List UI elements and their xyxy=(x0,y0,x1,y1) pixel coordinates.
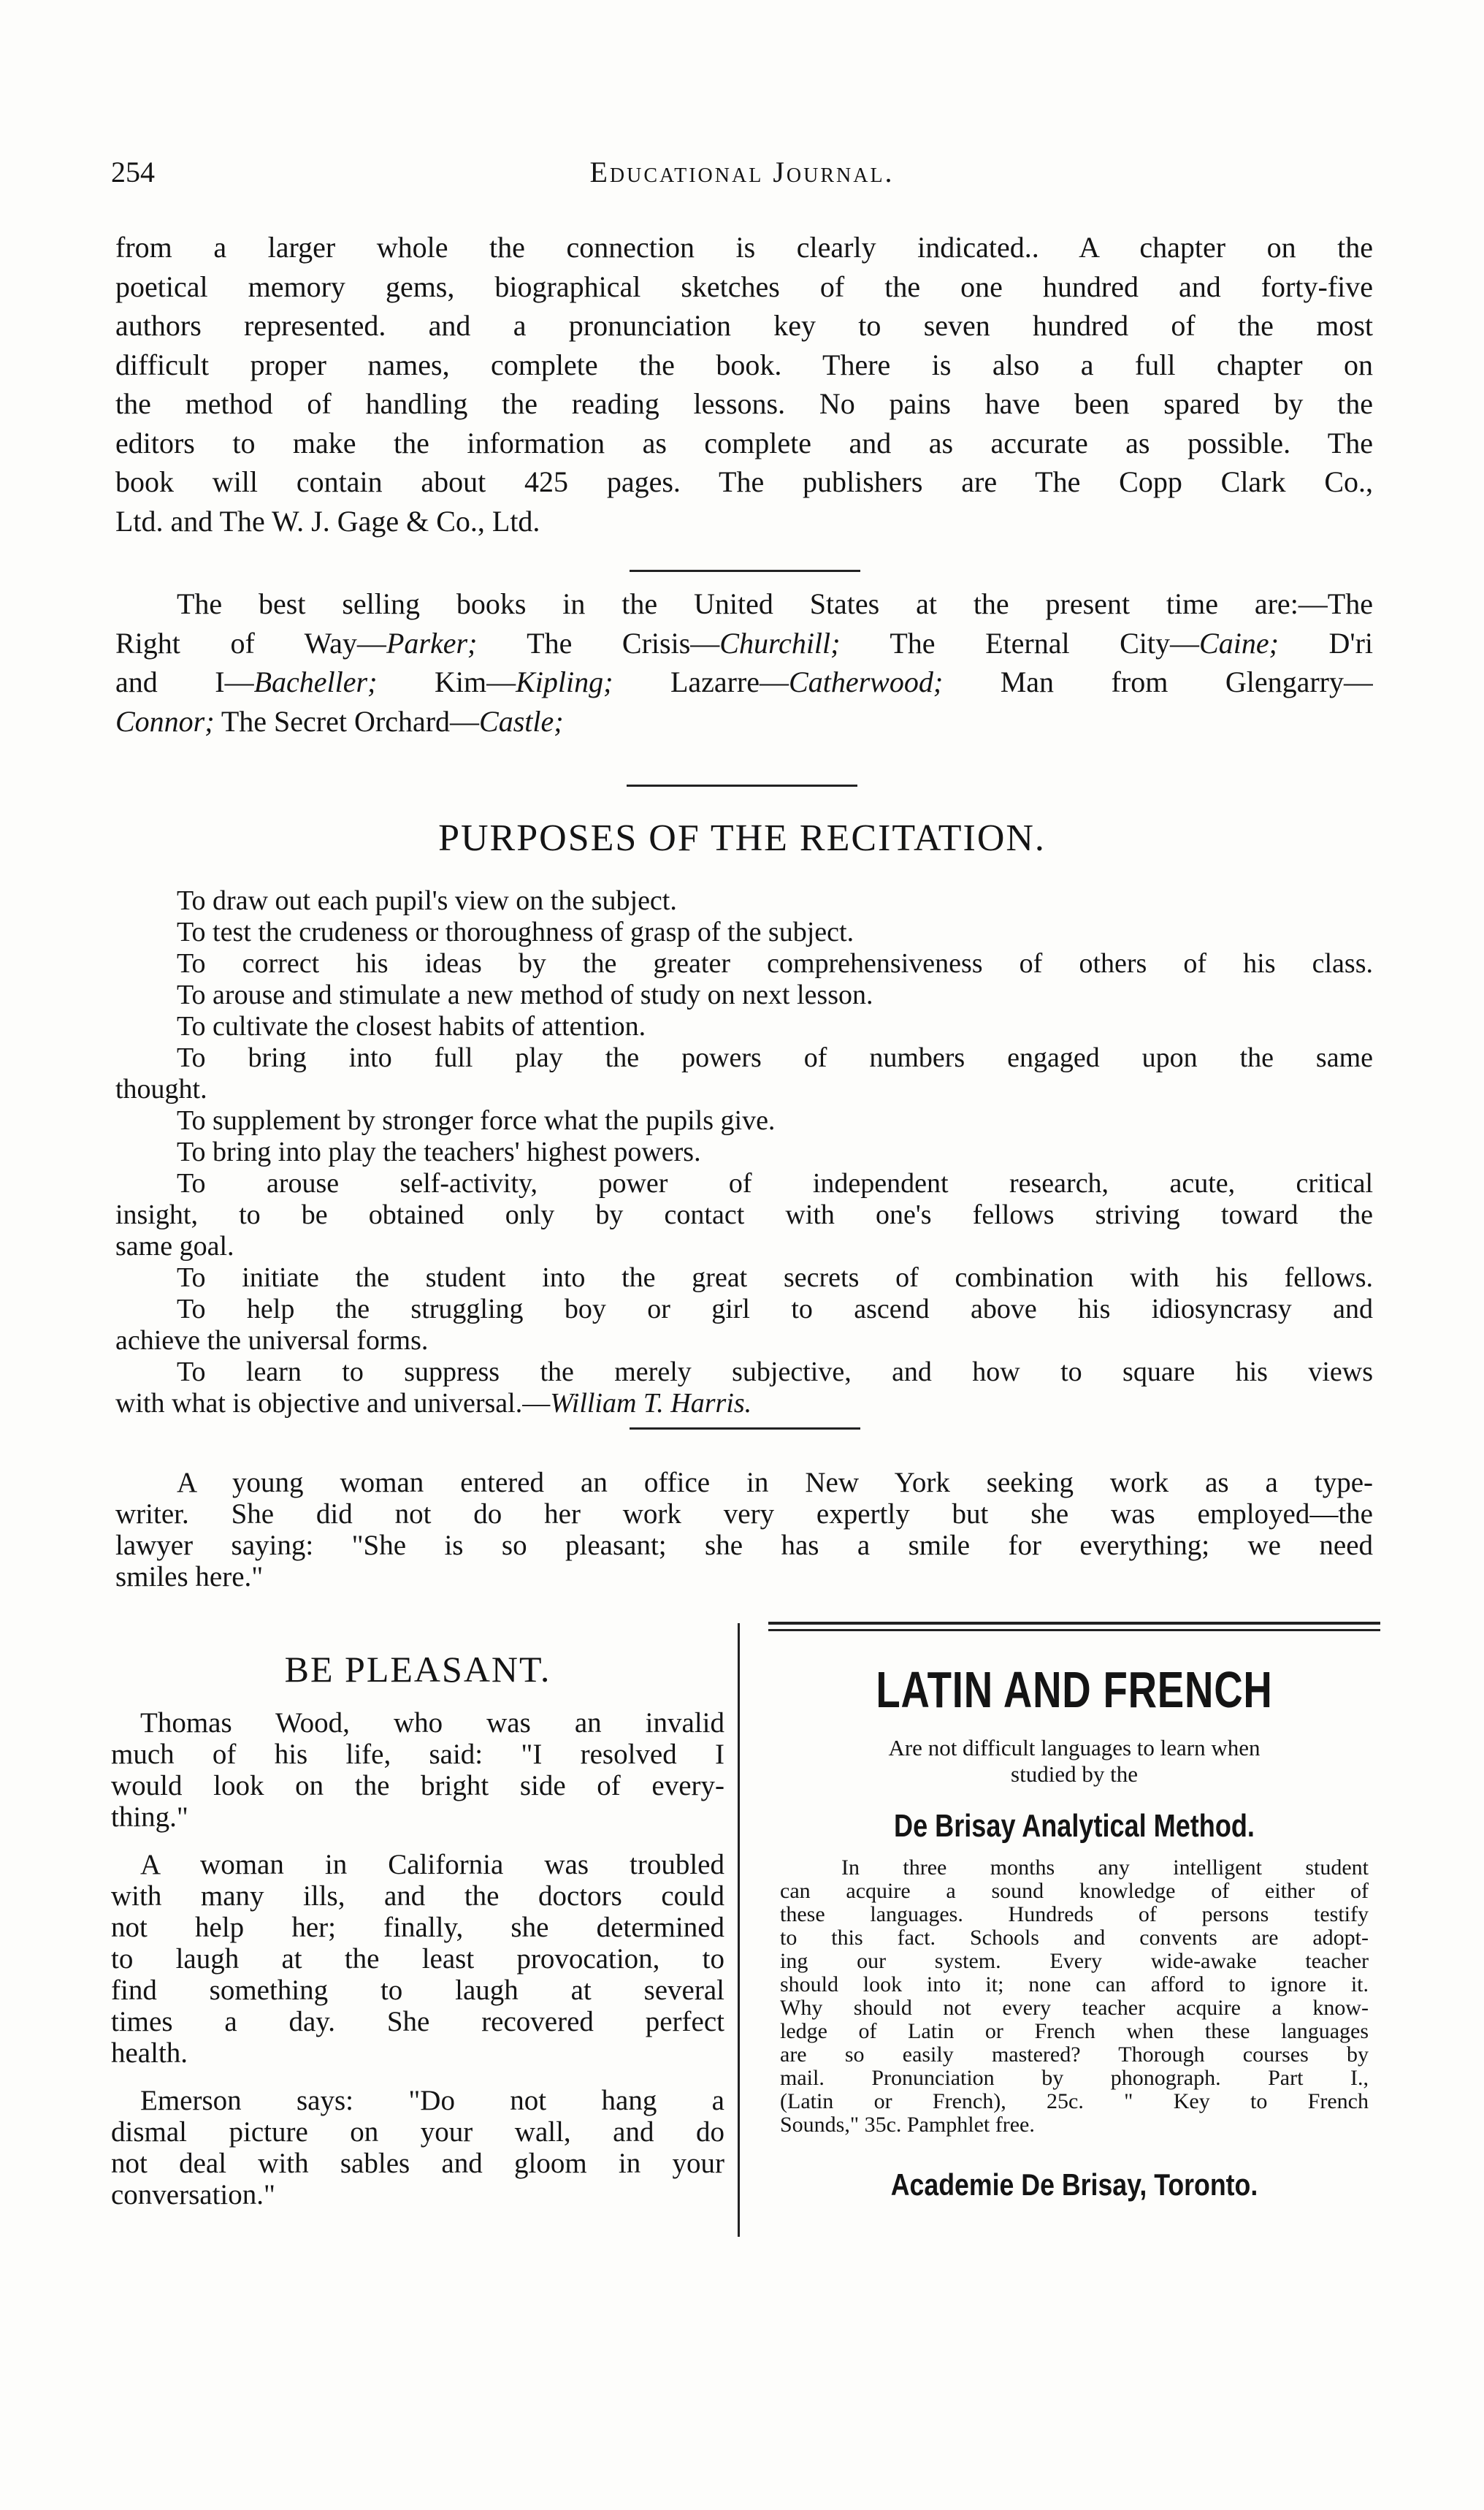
text-line: writer. She did not do her work very expertly but she was employed—the xyxy=(115,1498,1373,1530)
section-divider xyxy=(630,1427,860,1430)
list-item: with what is objective and universal.—William T. Harris. xyxy=(115,1388,752,1419)
list-item: thought. xyxy=(115,1074,207,1105)
text-line: would look on the bright side of every- xyxy=(111,1770,724,1801)
text-line: poetical memory gems, biographical sketches of the one hundred and forty-five xyxy=(115,270,1373,303)
text-line: A young woman entered an office in New York seeking work as a type- xyxy=(177,1467,1373,1498)
text-line: Sounds," 35c. Pamphlet free. xyxy=(780,2113,1035,2137)
text-line: thing." xyxy=(111,1801,188,1833)
recitation-heading: PURPOSES OF THE RECITATION. xyxy=(438,817,1046,859)
text-line: not help her; finally, she determined xyxy=(111,1912,724,1943)
list-item: To correct his ideas by the greater comprehensiveness of others of his class. xyxy=(177,948,1373,979)
best-sellers-paragraph xyxy=(115,584,1373,741)
text-line: book will contain about 425 pages. The publishers are The Copp Clark Co., xyxy=(115,465,1373,498)
text-line: lawyer saying: "She is so pleasant; she has a smile for everything; we need xyxy=(115,1530,1373,1561)
list-item: To cultivate the closest habits of attention. xyxy=(177,1011,646,1042)
text-line: (Latin or French), 25c. " Key to French xyxy=(780,2090,1369,2113)
text-line: health. xyxy=(111,2037,188,2069)
text-line: should look into it; none can afford to ignore it. xyxy=(780,1973,1369,1996)
recitation-list xyxy=(115,885,1373,1419)
list-item: To bring into full play the powers of numbers engaged upon the same xyxy=(177,1042,1373,1073)
section-divider xyxy=(630,570,860,572)
column-divider xyxy=(738,1623,740,2237)
text-line: The best selling books in the United States at the present time are:—The xyxy=(177,587,1373,620)
list-item: To arouse and stimulate a new method of study on next lesson. xyxy=(177,980,873,1010)
text-line: smiles here." xyxy=(115,1561,264,1592)
ad-signature: Academie De Brisay, Toronto. xyxy=(890,2167,1258,2202)
text-line: and I—Bacheller; Kim—Kipling; Lazarre—Catherwood; Man from Glengarry— xyxy=(115,665,1373,698)
book-description-paragraph xyxy=(115,228,1373,541)
text-line: with many ills, and the doctors could xyxy=(111,1880,724,1912)
list-item: To test the crudeness or thoroughness of grasp of the subject. xyxy=(177,917,854,947)
text-line: Right of Way—Parker; The Crisis—Churchill; The Eternal City—Caine; D'ri xyxy=(115,626,1373,660)
text-line: In three months any intelligent student xyxy=(841,1856,1369,1880)
ad-title: LATIN AND FRENCH xyxy=(876,1661,1273,1718)
text-line: Thomas Wood, who was an invalid xyxy=(140,1707,724,1739)
text-line: A woman in California was troubled xyxy=(140,1849,724,1880)
text-line: Emerson says: "Do not hang a xyxy=(140,2085,724,2116)
text-line: Why should not every teacher acquire a know- xyxy=(780,1996,1369,2020)
ad-method-name: De Brisay Analytical Method. xyxy=(894,1808,1255,1844)
text-line: Connor; The Secret Orchard—Castle; xyxy=(115,704,564,738)
be-pleasant-heading: BE PLEASANT. xyxy=(284,1649,551,1690)
list-item: To help the struggling boy or girl to ascend above his idiosyncrasy and xyxy=(177,1294,1373,1324)
be-pleasant-column xyxy=(111,1649,724,2210)
text-line: these languages. Hundreds of persons testify xyxy=(780,1903,1369,1926)
text-line: much of his life, said: "I resolved I xyxy=(111,1739,724,1770)
text-line: times a day. She recovered perfect xyxy=(111,2006,724,2037)
ad-body xyxy=(768,1856,1380,2137)
section-divider xyxy=(627,785,857,787)
list-item: same goal. xyxy=(115,1231,234,1262)
text-line: find something to laugh at several xyxy=(111,1975,724,2006)
text-line: from a larger whole the connection is clearly indicated.. A chapter on the xyxy=(115,231,1373,264)
list-item: insight, to be obtained only by contact with one's fellows striving toward the xyxy=(115,1199,1373,1230)
latin-french-advertisement xyxy=(768,1622,1380,2202)
list-item: To arouse self-activity, power of independent research, acute, critical xyxy=(177,1168,1373,1199)
text-line: to laugh at the least provocation, to xyxy=(111,1943,724,1975)
text-line: mail. Pronunciation by phonograph. Part I., xyxy=(780,2067,1369,2090)
text-line: the method of handling the reading lessons. No pains have been spared by the xyxy=(115,387,1373,420)
text-line: ledge of Latin or French when these languages xyxy=(780,2020,1369,2043)
text-line: difficult proper names, complete the book. There is also a full chapter on xyxy=(115,348,1373,381)
text-line: Ltd. and The W. J. Gage & Co., Ltd. xyxy=(115,504,540,538)
list-item: To bring into play the teachers' highest powers. xyxy=(177,1137,701,1167)
typewriter-anecdote xyxy=(115,1467,1373,1592)
running-title: Educational Journal. xyxy=(589,156,895,188)
list-item: To learn to suppress the merely subjective, and how to square his views xyxy=(177,1357,1373,1387)
text-line: ing our system. Every wide-awake teacher xyxy=(780,1950,1369,1973)
text-line: to this fact. Schools and convents are adopt- xyxy=(780,1926,1369,1950)
text-line: not deal with sables and gloom in your xyxy=(111,2148,724,2179)
list-item: To initiate the student into the great secrets of combination with his fellows. xyxy=(177,1262,1373,1293)
text-line: can acquire a sound knowledge of either of xyxy=(780,1880,1369,1903)
text-line: authors represented. and a pronunciation key to seven hundred of the most xyxy=(115,309,1373,342)
list-item: achieve the universal forms. xyxy=(115,1325,429,1356)
text-line: dismal picture on your wall, and do xyxy=(111,2116,724,2148)
author-credit: William T. Harris. xyxy=(550,1388,752,1419)
ad-subtitle: Are not difficult languages to learn when studied by the xyxy=(888,1735,1261,1787)
ad-top-rule xyxy=(768,1622,1380,1631)
page-number: 254 xyxy=(111,156,155,188)
text-line: editors to make the information as complete and as accurate as possible. The xyxy=(115,426,1373,459)
list-item: To supplement by stronger force what the pupils give. xyxy=(177,1105,776,1136)
text-line: conversation." xyxy=(111,2179,275,2210)
list-item: To draw out each pupil's view on the subject. xyxy=(177,885,677,916)
text-line: are so easily mastered? Thorough courses by xyxy=(780,2043,1369,2067)
